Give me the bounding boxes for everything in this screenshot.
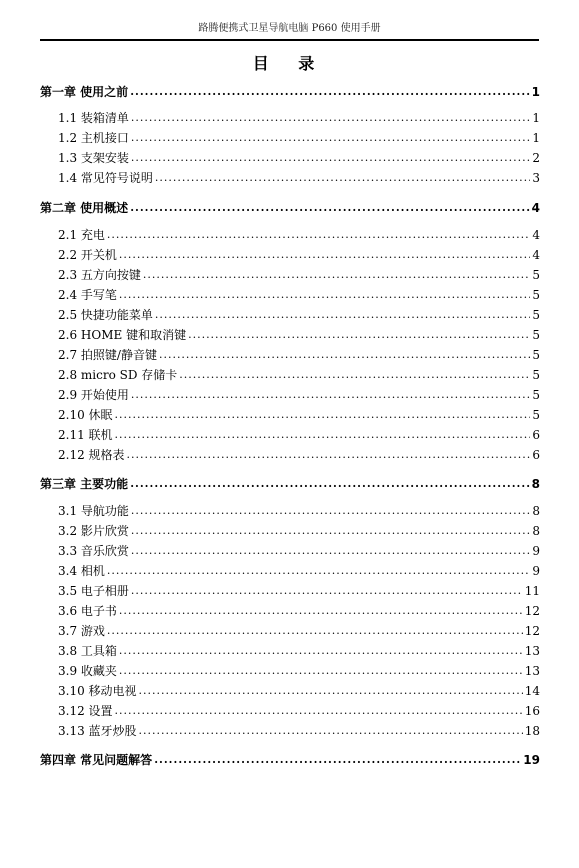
entry-title: 3.5 电子相册 [58, 584, 129, 598]
toc-chapter-3[interactable] [40, 475, 540, 493]
leader-dots [119, 662, 523, 680]
page-number: 5 [532, 408, 540, 422]
leader-dots [154, 751, 521, 769]
leader-dots [119, 246, 530, 264]
leader-dots [119, 642, 523, 660]
page-number: 4 [531, 201, 540, 215]
page-number: 13 [524, 664, 540, 678]
page-number: 4 [532, 228, 540, 242]
page-number: 8 [531, 477, 540, 491]
toc-entry[interactable] [58, 169, 540, 187]
leader-dots [155, 169, 530, 187]
leader-dots [130, 83, 529, 101]
entry-title: 3.12 设置 [58, 704, 113, 718]
toc-entry[interactable] [58, 642, 540, 660]
entry-title: 1.1 装箱清单 [58, 111, 129, 125]
leader-dots [115, 426, 531, 444]
toc-entry[interactable] [58, 306, 540, 324]
page-number: 8 [532, 504, 540, 518]
page-number: 5 [532, 368, 540, 382]
leader-dots [130, 199, 529, 217]
table-of-contents [40, 0, 540, 868]
page-number: 11 [524, 584, 540, 598]
leader-dots [119, 602, 523, 620]
page-number: 4 [532, 248, 540, 262]
entry-title: 2.2 开关机 [58, 248, 117, 262]
page-number: 5 [532, 288, 540, 302]
chapter-title: 第三章 主要功能 [40, 477, 129, 491]
leader-dots [131, 542, 530, 560]
page-number: 12 [524, 604, 540, 618]
leader-dots [179, 366, 530, 384]
toc-entry[interactable] [58, 129, 540, 147]
toc-entry[interactable] [58, 582, 540, 600]
toc-chapter-2[interactable] [40, 199, 540, 217]
entry-title: 3.3 音乐欣赏 [58, 544, 129, 558]
entry-title: 2.3 五方向按键 [58, 268, 141, 282]
entry-title: 2.7 拍照键/静音键 [58, 348, 157, 362]
chapter-title: 第一章 使用之前 [40, 85, 129, 99]
toc-entry[interactable] [58, 406, 540, 424]
entry-title: 3.8 工具箱 [58, 644, 117, 658]
page-number: 6 [532, 428, 540, 442]
toc-entry[interactable] [58, 326, 540, 344]
chapter-title: 第二章 使用概述 [40, 201, 129, 215]
leader-dots [107, 622, 523, 640]
leader-dots [143, 266, 530, 284]
entry-title: 2.10 休眠 [58, 408, 113, 422]
toc-entry[interactable] [58, 286, 540, 304]
toc-entry[interactable] [58, 622, 540, 640]
leader-dots [119, 286, 530, 304]
leader-dots [107, 226, 530, 244]
page-number: 3 [532, 171, 540, 185]
page-number: 19 [523, 753, 540, 767]
entry-title: 3.9 收藏夹 [58, 664, 117, 678]
leader-dots [131, 502, 530, 520]
page-number: 12 [524, 624, 540, 638]
leader-dots [115, 406, 531, 424]
page-number: 2 [532, 151, 540, 165]
page-number: 5 [532, 308, 540, 322]
entry-title: 2.12 规格表 [58, 448, 125, 462]
leader-dots [131, 109, 530, 127]
leader-dots [139, 682, 523, 700]
entry-title: 2.6 HOME 键和取消键 [58, 328, 187, 342]
toc-entry[interactable] [58, 662, 540, 680]
page-number: 5 [532, 268, 540, 282]
toc-entry[interactable] [58, 502, 540, 520]
leader-dots [131, 386, 530, 404]
toc-entry[interactable] [58, 426, 540, 444]
toc-chapter-1[interactable] [40, 83, 540, 101]
entry-title: 2.9 开始使用 [58, 388, 129, 402]
entry-title: 2.11 联机 [58, 428, 113, 442]
toc-entry[interactable] [58, 702, 540, 720]
leader-dots [115, 702, 523, 720]
leader-dots [155, 306, 530, 324]
page-number: 5 [532, 348, 540, 362]
page-number: 5 [532, 328, 540, 342]
toc-entry[interactable] [58, 682, 540, 700]
leader-dots [139, 722, 523, 740]
leader-dots [131, 582, 523, 600]
entry-title: 2.1 充电 [58, 228, 105, 242]
entry-title: 3.1 导航功能 [58, 504, 129, 518]
toc-entry[interactable] [58, 386, 540, 404]
toc-entry[interactable] [58, 109, 540, 127]
entry-title: 3.2 影片欣赏 [58, 524, 129, 538]
entry-title: 1.3 支架安装 [58, 151, 129, 165]
toc-entry[interactable] [58, 246, 540, 264]
page-number: 1 [531, 85, 540, 99]
toc-entry[interactable] [58, 542, 540, 560]
page-number: 9 [532, 564, 540, 578]
toc-entry[interactable] [58, 226, 540, 244]
page-number: 9 [532, 544, 540, 558]
toc-title: 目 录 [252, 54, 327, 73]
page-number: 13 [524, 644, 540, 658]
page-number: 18 [524, 724, 540, 738]
toc-entry[interactable] [58, 366, 540, 384]
toc-entry[interactable] [58, 266, 540, 284]
page-number: 8 [532, 524, 540, 538]
entry-title: 3.10 移动电视 [58, 684, 137, 698]
entry-title: 2.5 快捷功能菜单 [58, 308, 153, 322]
page-number: 6 [532, 448, 540, 462]
leader-dots [127, 446, 531, 464]
entry-title: 3.6 电子书 [58, 604, 117, 618]
page-number: 5 [532, 388, 540, 402]
leader-dots [131, 149, 530, 167]
entry-title: 3.4 相机 [58, 564, 105, 578]
toc-entry[interactable] [58, 562, 540, 580]
leader-dots [130, 475, 529, 493]
entry-title: 1.2 主机接口 [58, 131, 129, 145]
entry-title: 2.4 手写笔 [58, 288, 117, 302]
page-number: 1 [532, 131, 540, 145]
leader-dots [188, 326, 530, 344]
toc-entry[interactable] [58, 149, 540, 167]
leader-dots [131, 522, 530, 540]
entry-title: 2.8 micro SD 存储卡 [58, 368, 178, 382]
page-number: 14 [524, 684, 540, 698]
page-number: 1 [532, 111, 540, 125]
entry-title: 3.13 蓝牙炒股 [58, 724, 137, 738]
entry-title: 1.4 常见符号说明 [58, 171, 153, 185]
page-number: 16 [524, 704, 540, 718]
toc-entry[interactable] [58, 446, 540, 464]
toc-entry[interactable] [58, 602, 540, 620]
toc-entry[interactable] [58, 346, 540, 364]
leader-dots [107, 562, 530, 580]
running-header: 路腾便携式卫星导航电脑 P660 使用手册 [198, 23, 381, 34]
leader-dots [159, 346, 530, 364]
toc-entry[interactable] [58, 722, 540, 740]
leader-dots [131, 129, 530, 147]
entry-title: 3.7 游戏 [58, 624, 105, 638]
toc-entry[interactable] [58, 522, 540, 540]
chapter-title: 第四章 常见问题解答 [40, 753, 153, 767]
toc-chapter-4[interactable] [40, 751, 540, 769]
